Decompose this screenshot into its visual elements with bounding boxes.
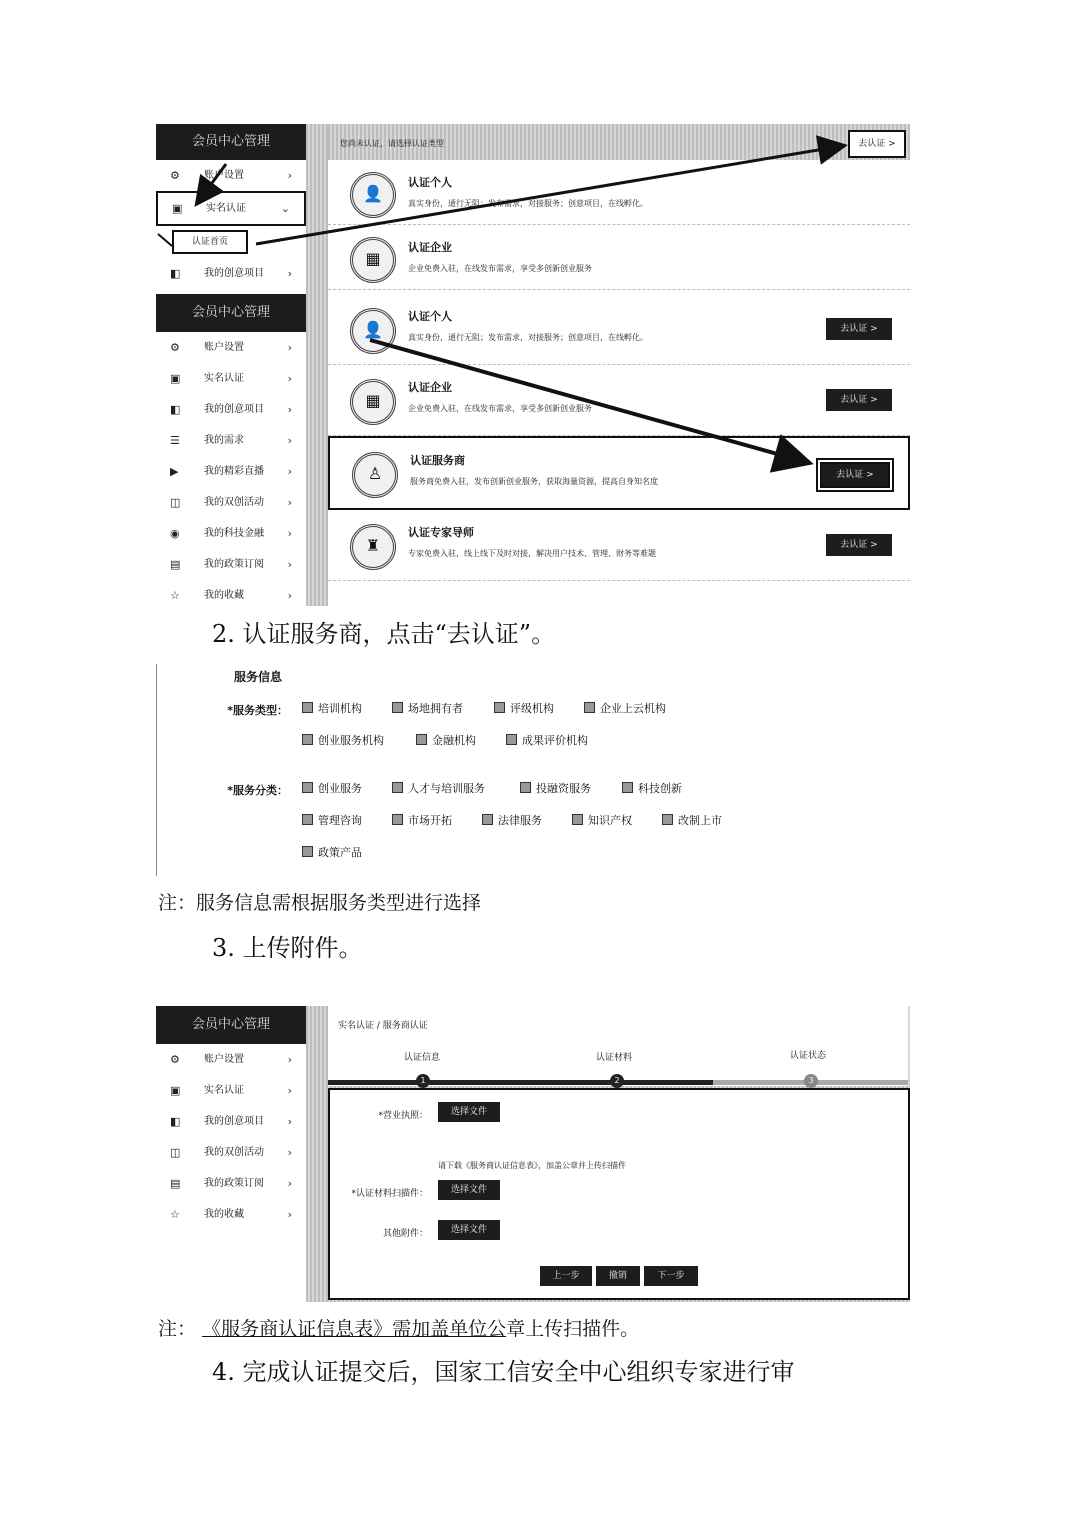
note-service-info: 注：服务信息需根据服务类型进行选择 bbox=[158, 892, 482, 914]
checkbox[interactable] bbox=[572, 814, 583, 825]
calendar-icon: ◫ bbox=[170, 496, 181, 509]
arrow-to-top-button bbox=[256, 146, 842, 244]
card-desc: 专家免费入驻，线上线下及时对接，解决用户技术、管理、财务等难题 bbox=[408, 549, 656, 558]
coin-icon: ◉ bbox=[170, 527, 180, 540]
tie-icon: ♙ bbox=[352, 452, 398, 498]
sidebar-item-label: 实名认证 bbox=[206, 203, 246, 214]
arrow-to-submenu bbox=[158, 234, 172, 246]
sidebar-item-label: 账户设置 bbox=[204, 170, 244, 181]
arrow-to-real-name bbox=[198, 164, 226, 202]
card-desc: 真实身份，通行无阻；发布需求，对接服务；创意项目，在线孵化。 bbox=[408, 333, 648, 342]
service-category-option[interactable]: 管理咨询 bbox=[302, 812, 362, 828]
note-upload: 注： 《服务商认证信息表》需加盖单位公章上传扫描件。 bbox=[158, 1318, 640, 1340]
checkbox[interactable] bbox=[302, 782, 313, 793]
service-category-option[interactable]: 改制上市 bbox=[662, 812, 722, 828]
person-icon: 👤 bbox=[350, 308, 396, 354]
expert-icon: ♜ bbox=[350, 524, 396, 570]
card-title: 认证企业 bbox=[408, 381, 452, 394]
card-title: 认证服务商 bbox=[410, 454, 465, 467]
caption-step-3: 3. 上传附件。 bbox=[212, 934, 363, 962]
building-icon: ▦ bbox=[350, 237, 396, 283]
card-title: 认证个人 bbox=[408, 176, 452, 189]
checkbox[interactable] bbox=[506, 734, 517, 745]
checkbox[interactable] bbox=[482, 814, 493, 825]
choose-file-button-other[interactable]: 选择文件 bbox=[438, 1220, 500, 1240]
sidebar-item-favorites[interactable] bbox=[156, 1199, 306, 1230]
step-dot: 3 bbox=[804, 1074, 818, 1088]
form-name-underlined: 《服务商认证信息表》需加盖单位公 bbox=[202, 1318, 507, 1340]
sidebar-item-label: 我的收藏 bbox=[204, 1209, 244, 1220]
progress-bar-filled bbox=[328, 1080, 713, 1085]
folder-icon: ◧ bbox=[170, 403, 181, 416]
chevron-down-icon: ⌄ bbox=[280, 202, 290, 215]
go-certify-button[interactable]: 去认证 > bbox=[826, 389, 892, 411]
sidebar-item-label: 我的政策订阅 bbox=[204, 1178, 264, 1189]
go-certify-button-service[interactable]: 去认证 > bbox=[820, 462, 890, 488]
service-type-option[interactable]: 成果评价机构 bbox=[506, 732, 588, 748]
sidebar-item-label: 账户设置 bbox=[204, 1054, 244, 1065]
sidebar-header: 会员中心管理 bbox=[156, 294, 306, 332]
service-info-title: 服务信息 bbox=[234, 670, 283, 684]
chevron-right-icon: › bbox=[287, 1084, 292, 1097]
sidebar-item-activities[interactable] bbox=[156, 1137, 306, 1168]
id-card-icon: ▣ bbox=[172, 202, 183, 215]
sidebar-header: 会员中心管理 bbox=[156, 124, 306, 160]
chevron-right-icon: › bbox=[287, 1208, 292, 1221]
card-title: 认证个人 bbox=[408, 310, 452, 323]
sidebar-item-real-name[interactable] bbox=[156, 1075, 306, 1106]
service-category-option[interactable]: 法律服务 bbox=[482, 812, 542, 828]
service-type-option[interactable]: 培训机构 bbox=[302, 700, 362, 716]
card-desc: 企业免费入驻，在线发布需求，享受多创新创业服务 bbox=[408, 404, 592, 413]
sidebar-item-label: 我的精彩直播 bbox=[204, 466, 264, 477]
service-type-option[interactable]: 创业服务机构 bbox=[302, 732, 384, 748]
service-category-label: *服务分类： bbox=[227, 784, 288, 797]
go-certify-button[interactable]: 去认证 > bbox=[826, 534, 892, 556]
checkbox[interactable] bbox=[392, 814, 403, 825]
video-icon: ▶ bbox=[170, 465, 179, 478]
step-label: 认证信息 bbox=[404, 1053, 441, 1063]
checkbox[interactable] bbox=[622, 782, 633, 793]
sidebar-3 bbox=[156, 1006, 306, 1238]
chevron-right-icon: › bbox=[287, 1177, 292, 1190]
card-title: 认证专家导师 bbox=[408, 526, 474, 539]
service-category-option[interactable]: 政策产品 bbox=[302, 844, 362, 860]
sidebar-item-label: 实名认证 bbox=[204, 1085, 244, 1096]
service-category-option[interactable]: 科技创新 bbox=[622, 780, 682, 796]
sidebar-header: 会员中心管理 bbox=[156, 1006, 306, 1044]
gear-icon: ⚙ bbox=[170, 1053, 180, 1066]
choose-file-button-license[interactable]: 选择文件 bbox=[438, 1102, 500, 1122]
checkbox[interactable] bbox=[302, 702, 313, 713]
star-icon: ☆ bbox=[170, 589, 180, 602]
person-icon: 👤 bbox=[350, 172, 396, 218]
chevron-right-icon: › bbox=[287, 1146, 292, 1159]
sidebar-item-label: 我的创意项目 bbox=[204, 1116, 264, 1127]
chevron-right-icon: › bbox=[287, 372, 292, 385]
go-certify-button-top[interactable]: 去认证 > bbox=[848, 130, 906, 158]
service-category-option[interactable]: 人才与培训服务 bbox=[392, 780, 485, 796]
step-label: 认证材料 bbox=[596, 1053, 633, 1063]
chevron-right-icon: › bbox=[287, 403, 292, 416]
upload-form bbox=[328, 1088, 910, 1300]
chevron-right-icon: › bbox=[287, 1115, 292, 1128]
card-title: 认证企业 bbox=[408, 241, 452, 254]
checkbox[interactable] bbox=[662, 814, 673, 825]
bookmark-icon: ▤ bbox=[170, 558, 181, 571]
service-category-option[interactable]: 市场开拓 bbox=[392, 812, 452, 828]
chevron-right-icon: › bbox=[287, 558, 292, 571]
step-label: 认证状态 bbox=[790, 1051, 827, 1061]
list-icon: ☰ bbox=[170, 434, 180, 447]
service-type-label: *服务类型： bbox=[227, 704, 288, 717]
building-icon: ▦ bbox=[350, 379, 396, 425]
card-desc: 服务商免费入驻，发布创新创业服务，获取海量资源，提高自身知名度 bbox=[410, 477, 658, 486]
prev-step-button[interactable]: 上一步 bbox=[540, 1266, 592, 1286]
chevron-right-icon: › bbox=[287, 341, 292, 354]
checkbox[interactable] bbox=[494, 702, 505, 713]
field-label-other: 其他附件： bbox=[382, 1229, 428, 1239]
choose-file-button-scan[interactable]: 选择文件 bbox=[438, 1180, 500, 1200]
checkbox[interactable] bbox=[392, 702, 403, 713]
go-certify-button[interactable]: 去认证 > bbox=[826, 318, 892, 340]
chevron-right-icon: › bbox=[287, 589, 292, 602]
breadcrumb: 实名认证 / 服务商认证 bbox=[338, 1021, 428, 1031]
sidebar-item-label: 账户设置 bbox=[204, 342, 244, 353]
card-desc: 企业免费入驻，在线发布需求，享受多创新创业服务 bbox=[408, 264, 592, 273]
gear-icon: ⚙ bbox=[170, 169, 180, 182]
arrow-to-service-button bbox=[370, 340, 806, 462]
checkbox[interactable] bbox=[302, 814, 313, 825]
submenu-cert-home[interactable]: 认证首页 bbox=[172, 230, 248, 254]
chevron-right-icon: › bbox=[287, 267, 292, 280]
sidebar-item-label: 我的政策订阅 bbox=[204, 559, 264, 570]
sidebar-item-label: 我的科技金融 bbox=[204, 528, 264, 539]
sidebar-item-policy[interactable] bbox=[156, 1168, 306, 1199]
step-dot: 2 bbox=[610, 1074, 624, 1088]
steps-header bbox=[328, 1006, 908, 1086]
sidebar-item-label: 我的需求 bbox=[204, 435, 244, 446]
sidebar-item-label: 我的双创活动 bbox=[204, 1147, 264, 1158]
bookmark-icon: ▤ bbox=[170, 1177, 181, 1190]
checkbox[interactable] bbox=[416, 734, 427, 745]
folder-icon: ◧ bbox=[170, 1115, 181, 1128]
sidebar-item-label: 我的双创活动 bbox=[204, 497, 264, 508]
id-card-icon: ▣ bbox=[170, 1084, 181, 1097]
caption-step-4: 4. 完成认证提交后，国家工信安全中心组织专家进行审 bbox=[212, 1358, 795, 1386]
chevron-right-icon: › bbox=[287, 169, 292, 182]
service-type-option[interactable]: 评级机构 bbox=[494, 700, 554, 716]
sidebar-item-label: 我的创意项目 bbox=[204, 268, 264, 279]
checkbox[interactable] bbox=[302, 734, 313, 745]
cancel-button[interactable]: 撤销 bbox=[596, 1266, 640, 1286]
caption-step-2: 2. 认证服务商，点击“去认证”。 bbox=[212, 620, 556, 648]
folder-icon: ◧ bbox=[170, 267, 181, 280]
sidebar-item-account-settings[interactable] bbox=[156, 1044, 306, 1075]
service-type-option[interactable]: 金融机构 bbox=[416, 732, 476, 748]
sidebar-item-label: 实名认证 bbox=[204, 373, 244, 384]
checkbox[interactable] bbox=[302, 846, 313, 857]
chevron-right-icon: › bbox=[287, 496, 292, 509]
field-label-scan: *认证材料扫描件： bbox=[351, 1189, 428, 1199]
sidebar-item-projects[interactable] bbox=[156, 1106, 306, 1137]
star-icon: ☆ bbox=[170, 1208, 180, 1221]
form-left-border bbox=[156, 664, 157, 876]
gear-icon: ⚙ bbox=[170, 341, 180, 354]
id-card-icon: ▣ bbox=[170, 372, 181, 385]
field-label-license: *营业执照： bbox=[378, 1111, 428, 1121]
checkbox[interactable] bbox=[392, 782, 403, 793]
sidebar-item-label: 我的收藏 bbox=[204, 590, 244, 601]
download-hint: 请下载《服务商认证信息表》，加盖公章并上传扫描件 bbox=[438, 1161, 626, 1170]
service-category-option[interactable]: 投融资服务 bbox=[520, 780, 591, 796]
service-type-option[interactable]: 场地拥有者 bbox=[392, 700, 463, 716]
next-step-button[interactable]: 下一步 bbox=[644, 1266, 698, 1286]
calendar-icon: ◫ bbox=[170, 1146, 181, 1159]
chevron-right-icon: › bbox=[287, 434, 292, 447]
checkbox[interactable] bbox=[584, 702, 595, 713]
service-type-option[interactable]: 企业上云机构 bbox=[584, 700, 666, 716]
card-desc: 真实身份，通行无阻；发布需求，对接服务；创意项目，在线孵化。 bbox=[408, 199, 648, 208]
sidebar-item-label: 我的创意项目 bbox=[204, 404, 264, 415]
status-text: 您尚未认证，请选择认证类型 bbox=[340, 139, 444, 148]
service-category-option[interactable]: 创业服务 bbox=[302, 780, 362, 796]
checkbox[interactable] bbox=[520, 782, 531, 793]
step-dot: 1 bbox=[416, 1074, 430, 1088]
chevron-right-icon: › bbox=[287, 1053, 292, 1066]
chevron-right-icon: › bbox=[287, 527, 292, 540]
service-category-option[interactable]: 知识产权 bbox=[572, 812, 632, 828]
chevron-right-icon: › bbox=[287, 465, 292, 478]
annotation-arrows bbox=[0, 0, 1080, 620]
